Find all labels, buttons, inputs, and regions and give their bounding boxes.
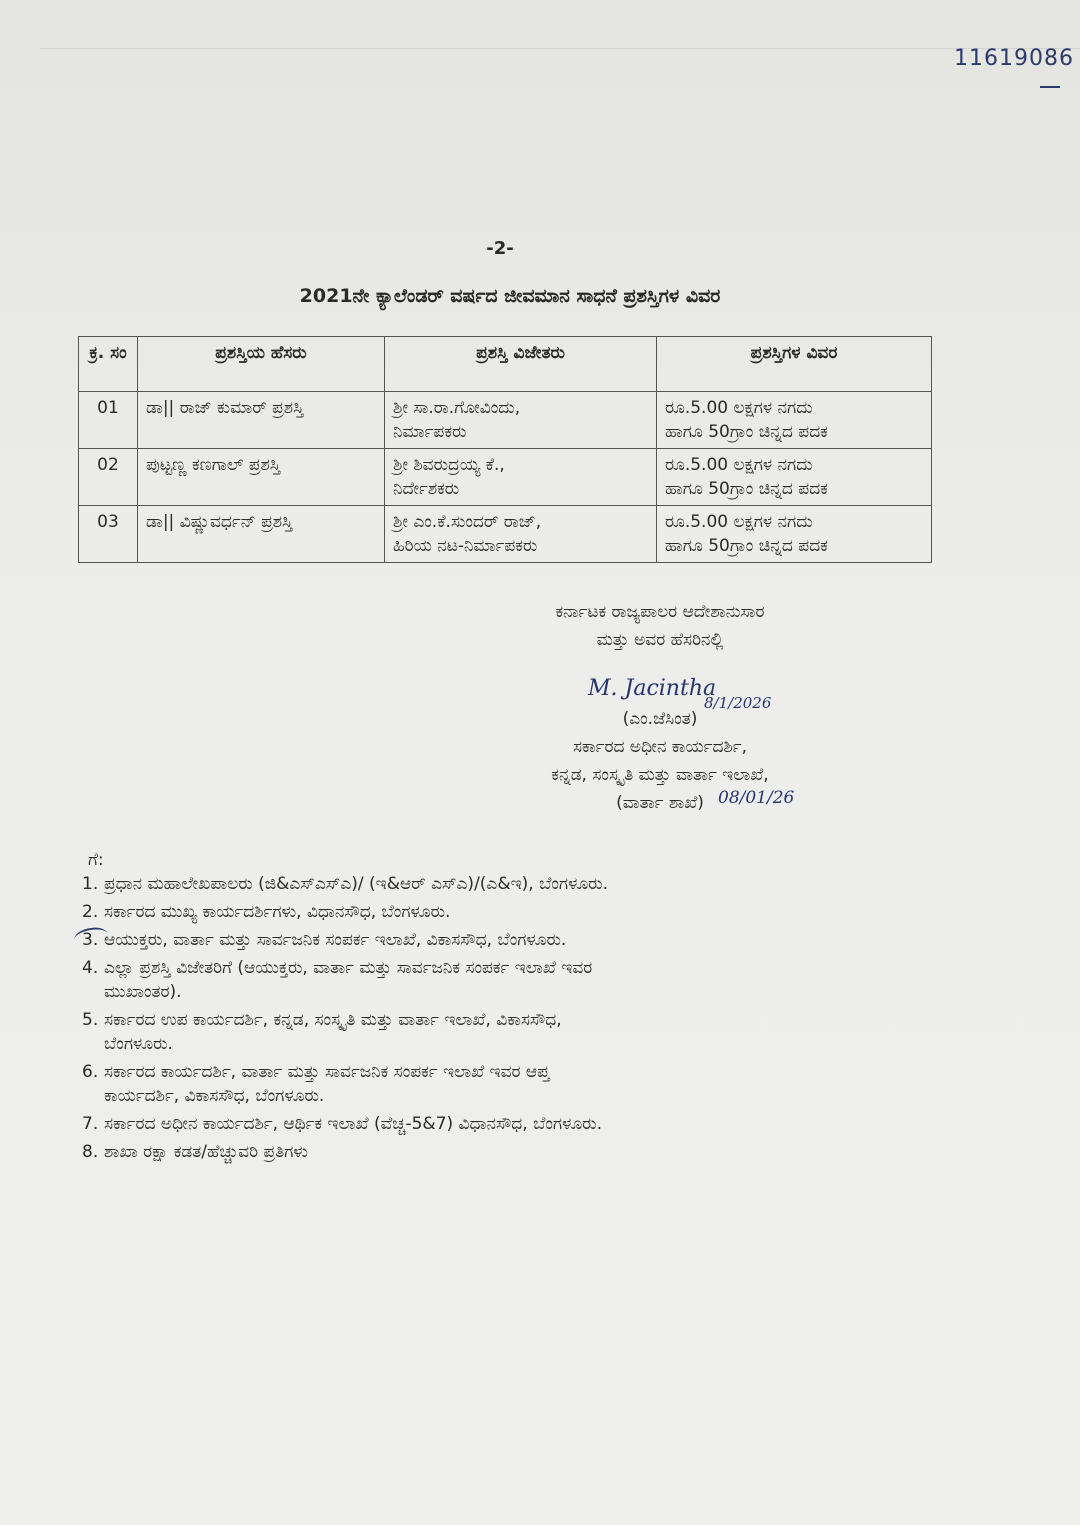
handwritten-file-number: 11619086 — [954, 46, 1074, 71]
governor-order-text — [470, 598, 850, 654]
details-cash: ರೂ.5.00 ಲಕ್ಷಗಳ ನಗದು — [665, 398, 813, 418]
handwritten-signature: M. Jacintha — [588, 676, 717, 701]
file-number-underline — [1040, 86, 1060, 88]
header-details: ಪ್ರಶಸ್ತಿಗಳ ವಿವರ — [657, 337, 932, 392]
list-text-continued: ಕಾರ್ಯದರ್ಶಿ, ವಿಕಾಸಸೌಧ, ಬೆಂಗಳೂರು. — [104, 1086, 325, 1106]
order-line-1: ಕರ್ನಾಟಕ ರಾಜ್ಯಪಾಲರ ಆದೇಶಾನುಸಾರ — [555, 602, 765, 622]
list-text: ಸರ್ಕಾರದ ಕಾರ್ಯದರ್ಶಿ, ವಾರ್ತಾ ಮತ್ತು ಸಾರ್ವಜನಿಕ ಸಂಪರ್ಕ ಇಲಾಖೆ ಇವರ ಆಪ್ತ — [104, 1062, 550, 1082]
cell-award-name: ಡಾ|| ವಿಷ್ಣುವರ್ಧನ್ ಪ್ರಶಸ್ತಿ — [138, 506, 385, 563]
details-medal: ಹಾಗೂ 50ಗ್ರಾಂ ಚಿನ್ನದ ಪದಕ — [665, 422, 828, 442]
recipients-label: ಗೆ: — [88, 850, 104, 870]
cell-sl: 03 — [79, 506, 138, 563]
list-text: ಎಲ್ಲಾ ಪ್ರಶಸ್ತಿ ವಿಜೇತರಿಗೆ (ಆಯುಕ್ತರು, ವಾರ್ತಾ ಮತ್ತು ಸಾರ್ವಜನಿಕ ಸಂಪರ್ಕ ಇಲಾಖೆ ಇವರ — [104, 958, 593, 978]
handwritten-initial-date: 08/01/26 — [718, 788, 795, 808]
signatory-name: (ಎಂ.ಜೆಸಿಂತ) — [622, 709, 698, 729]
cell-winner — [385, 449, 657, 506]
list-number: 6. — [82, 1062, 99, 1082]
list-number: 8. — [82, 1142, 99, 1162]
details-medal: ಹಾಗೂ 50ಗ್ರಾಂ ಚಿನ್ನದ ಪದಕ — [665, 536, 828, 556]
cell-award-name: ಪುಟ್ಟಣ್ಣ ಕಣಗಾಲ್ ಪ್ರಶಸ್ತಿ — [138, 449, 385, 506]
list-item — [82, 1140, 862, 1164]
list-item — [82, 1060, 862, 1108]
recipients-list — [82, 872, 862, 1168]
list-number: 2. — [82, 902, 99, 922]
order-line-2: ಮತ್ತು ಅವರ ಹೆಸರಿನಲ್ಲಿ — [596, 630, 724, 650]
list-number: 7. — [82, 1114, 99, 1134]
winner-role: ಹಿರಿಯ ನಟ-ನಿರ್ಮಾಪಕರು — [393, 536, 538, 556]
table-row — [79, 506, 932, 563]
winner-name: ಶ್ರೀ ಶಿವರುದ್ರಯ್ಯ ಕೆ., — [393, 455, 505, 475]
list-text: ಶಾಖಾ ರಕ್ಷಾ ಕಡತ/ಹೆಚ್ಚುವರಿ ಪ್ರತಿಗಳು — [104, 1142, 308, 1162]
list-item — [82, 1112, 862, 1136]
list-text: ಆಯುಕ್ತರು, ವಾರ್ತಾ ಮತ್ತು ಸಾರ್ವಜನಿಕ ಸಂಪರ್ಕ ಇಲಾಖೆ, ವಿಕಾಸಸೌಧ, ಬೆಂಗಳೂರು. — [104, 930, 567, 950]
list-item — [82, 1008, 862, 1056]
winner-name: ಶ್ರೀ ಸಾ.ರಾ.ಗೋವಿಂದು, — [393, 398, 521, 418]
list-number: 4. — [82, 958, 99, 978]
winner-name: ಶ್ರೀ ಎಂ.ಕೆ.ಸುಂದರ್ ರಾಜ್, — [393, 512, 542, 532]
designation-line-3: (ವಾರ್ತಾ ಶಾಖೆ) — [616, 793, 704, 813]
awards-table — [78, 336, 932, 563]
cell-details — [657, 449, 932, 506]
details-cash: ರೂ.5.00 ಲಕ್ಷಗಳ ನಗದು — [665, 512, 813, 532]
list-text: ಪ್ರಧಾನ ಮಹಾಲೇಖಪಾಲರು (ಜಿ&ಎಸ್ಎಸ್ಎ)/ (ಇ&ಆರ್ ಎಸ್ಎ)/(ಎ&ಇ), ಬೆಂಗಳೂರು. — [104, 874, 608, 894]
list-item — [82, 928, 862, 952]
cell-details — [657, 392, 932, 449]
winner-role: ನಿರ್ದೇಶಕರು — [393, 479, 460, 499]
details-medal: ಹಾಗೂ 50ಗ್ರಾಂ ಚಿನ್ನದ ಪದಕ — [665, 479, 828, 499]
list-text: ಸರ್ಕಾರದ ಉಪ ಕಾರ್ಯದರ್ಶಿ, ಕನ್ನಡ, ಸಂಸ್ಕೃತಿ ಮತ್ತು ವಾರ್ತಾ ಇಲಾಖೆ, ವಿಕಾಸಸೌಧ, — [104, 1010, 562, 1030]
cell-sl: 02 — [79, 449, 138, 506]
page-number: -2- — [486, 238, 514, 259]
header-award-name: ಪ್ರಶಸ್ತಿಯ ಹೆಸರು — [138, 337, 385, 392]
document-title: 2021ನೇ ಕ್ಯಾಲೆಂಡರ್ ವರ್ಷದ ಜೀವಮಾನ ಸಾಧನೆ ಪ್ರಶಸ್ತಿಗಳ ವಿವರ — [299, 285, 721, 307]
cell-award-name: ಡಾ|| ರಾಜ್ ಕುಮಾರ್ ಪ್ರಶಸ್ತಿ — [138, 392, 385, 449]
cell-details — [657, 506, 932, 563]
list-text-continued: ಮುಖಾಂತರ). — [104, 982, 182, 1002]
cell-winner — [385, 506, 657, 563]
stacked-page-edge — [40, 0, 1080, 49]
list-text: ಸರ್ಕಾರದ ಮುಖ್ಯ ಕಾರ್ಯದರ್ಶಿಗಳು, ವಿಧಾನಸೌಧ, ಬೆಂಗಳೂರು. — [104, 902, 451, 922]
list-item — [82, 872, 862, 896]
header-winner: ಪ್ರಶಸ್ತಿ ವಿಜೇತರು — [385, 337, 657, 392]
list-item — [82, 900, 862, 924]
header-sl: ಕ್ರ. ಸಂ — [79, 337, 138, 392]
list-number: 5. — [82, 1010, 99, 1030]
cell-winner — [385, 392, 657, 449]
designation-line-2: ಕನ್ನಡ, ಸಂಸ್ಕೃತಿ ಮತ್ತು ವಾರ್ತಾ ಇಲಾಖೆ, — [551, 765, 769, 785]
table-row — [79, 392, 932, 449]
details-cash: ರೂ.5.00 ಲಕ್ಷಗಳ ನಗದು — [665, 455, 813, 475]
list-text: ಸರ್ಕಾರದ ಅಧೀನ ಕಾರ್ಯದರ್ಶಿ, ಆರ್ಥಿಕ ಇಲಾಖೆ (ವೆಚ್ಚ-5&7) ವಿಧಾನಸೌಧ, ಬೆಂಗಳೂರು. — [104, 1114, 602, 1134]
list-number: 1. — [82, 874, 99, 894]
designation-line-1: ಸರ್ಕಾರದ ಅಧೀನ ಕಾರ್ಯದರ್ಶಿ, — [573, 737, 747, 757]
list-text-continued: ಬೆಂಗಳೂರು. — [104, 1034, 173, 1054]
table-header-row — [79, 337, 932, 392]
list-item — [82, 956, 862, 1004]
list-number: 3. — [82, 930, 99, 950]
table-row — [79, 449, 932, 506]
signature-date: 8/1/2026 — [704, 694, 772, 712]
cell-sl: 01 — [79, 392, 138, 449]
winner-role: ನಿರ್ಮಾಪಕರು — [393, 422, 467, 442]
